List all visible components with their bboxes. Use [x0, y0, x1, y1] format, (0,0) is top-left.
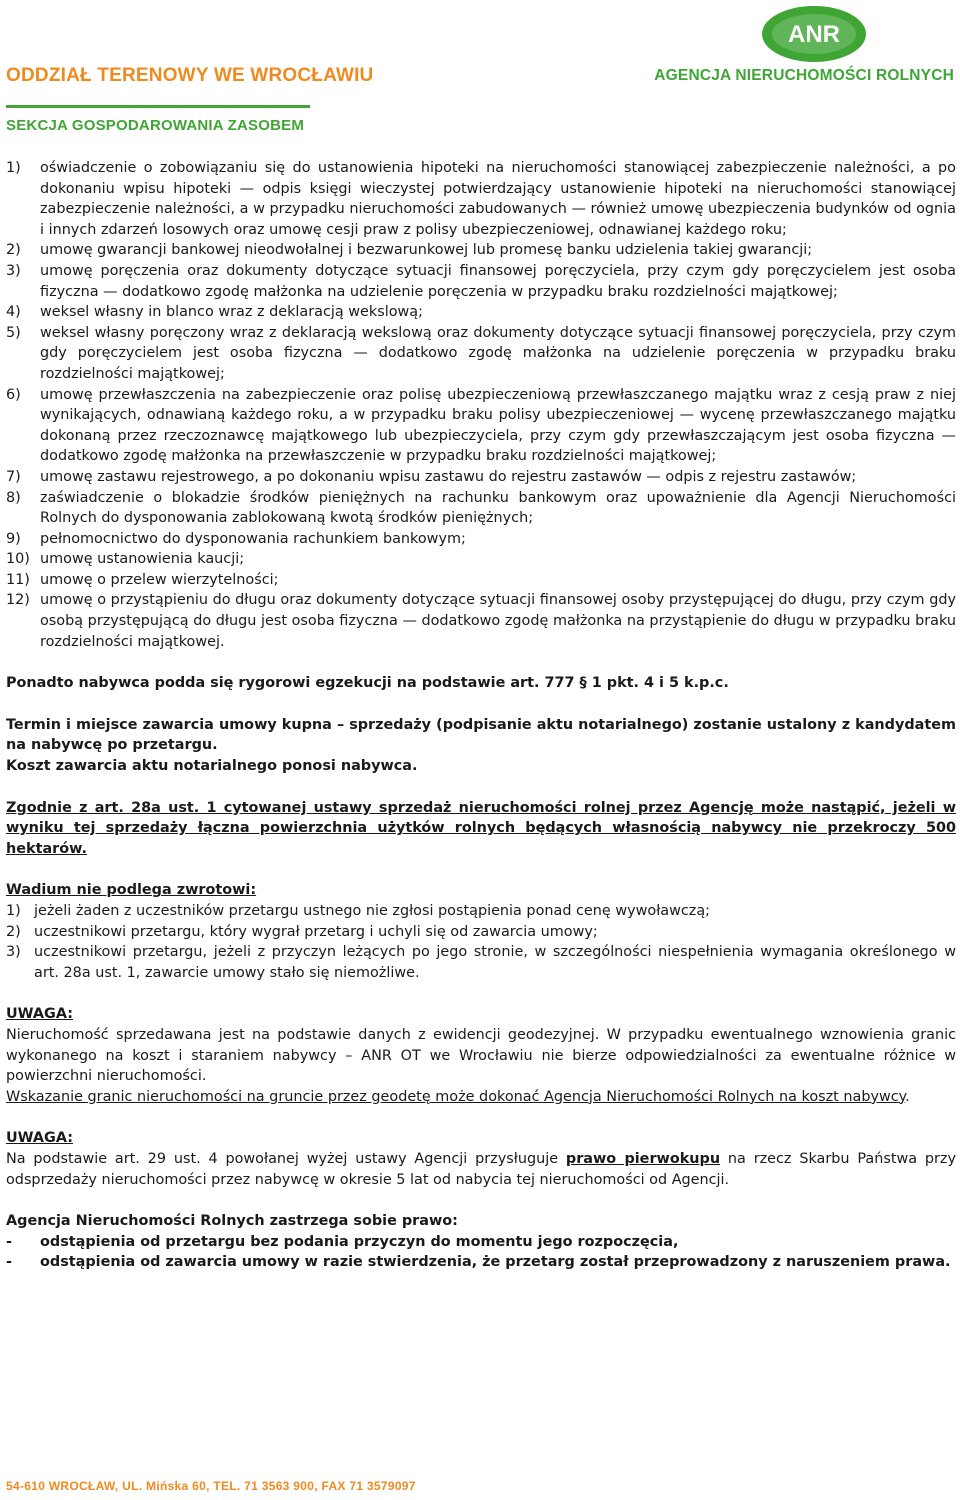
list-item-text: weksel własny poręczony wraz z deklaracją wekslową oraz dokumenty dotyczące sytuacji finansowej poręczyciela, przy czym gdy poręczycielem jest osoba fizyczna — dodatkowo zgodę małżonka na udzielenie poręczenia w przypadku braku rozdzielności majątkowej;: [40, 324, 956, 382]
uwaga1-geodesy: Wskazanie granic nieruchomości na gruncie przez geodetę może dokonać Agencja Nieruchomości Rolnych na koszt nabywcy.: [6, 1088, 910, 1105]
list-item-number: 3): [6, 944, 21, 961]
list-item-text: odstąpienia od zawarcia umowy w razie stwierdzenia, że przetarg został przeprowadzony z naruszeniem prawa.: [40, 1254, 951, 1271]
list-item-text: jeżeli żaden z uczestników przetargu ustnego nie zgłosi postąpienia ponad cenę wywoławczą;: [34, 903, 711, 919]
list-item-number: 5): [6, 324, 21, 341]
list-item: [6, 488, 956, 529]
list-item-number: 12): [6, 592, 30, 609]
art28-paragraph: Zgodnie z art. 28a ust. 1 cytowanej ustawy sprzedaż nieruchomości rolnej przez Agencję może nastąpić, jeżeli w wyniku tej sprzedaży łączna powierzchnia użytków rolnych będących własnością nabywcy nie przekroczy 500 hektarów.: [6, 799, 956, 857]
list-item: [6, 261, 956, 302]
list-item: [6, 570, 956, 591]
list-item-number: 2): [6, 242, 21, 259]
uwaga2-text: Na podstawie art. 29 ust. 4 powołanej wyżej ustawy Agencji przysługuje prawo pierwokupu na rzecz Skarbu Państwa przy odsprzedaży nieruchomości przez nabywcę w okresie 5 lat od nabycia tej nieruchomości od Agencji.: [6, 1150, 957, 1188]
list-item-number: -: [6, 1233, 12, 1250]
list-item-text: umowę przewłaszczenia na zabezpieczenie oraz polisę ubezpieczeniową przewłaszczanego majątku wraz z cesją praw z niej wynikających, odnawianą każdego roku, a w przypadku braku polisy ubezpieczeniowej — wycenę przewłaszczanego majątku dokonaną przez rzeczoznawcę majątkowego lub ubezpieczyciela, przy czym gdy przewłaszczającym jest osoba fizyczna — dodatkowo zgodę małżonka na przewłaszczenie w przypadku braku rozdzielności majątkowej;: [40, 386, 956, 465]
list-item-text: umowę poręczenia oraz dokumenty dotyczące sytuacji finansowej poręczyciela, przy czym gdy poręczycielem jest osoba fizyczna — dodatkowo zgodę małżonka na udzielenie poręczenia w przypadku braku rozdzielności majątkowej;: [40, 262, 956, 300]
list-item-number: 2): [6, 923, 21, 940]
list-item-text: zaświadczenie o blokadzie środków pieniężnych na rachunku bankowym oraz upoważnienie dla Agencji Nieruchomości Rolnych do dysponowania zablokowaną kwotą środków pieniężnych;: [40, 489, 956, 527]
list-item-number: -: [6, 1254, 12, 1271]
execution-clause: Ponadto nabywca podda się rygorowi egzekucji na podstawie art. 777 § 1 pkt. 4 i 5 k.p.c.: [6, 675, 729, 692]
list-item: [6, 240, 956, 261]
list-item-number: 7): [6, 468, 21, 485]
section-name: SEKCJA GOSPODAROWANIA ZASOBEM: [6, 116, 305, 134]
list-item-text: pełnomocnictwo do dysponowania rachunkiem bankowym;: [40, 530, 466, 547]
list-item-text: uczestnikowi przetargu, który wygrał przetarg i uchyli się od zawarcia umowy;: [34, 923, 598, 940]
list-item-text: umowę o przelew wierzytelności;: [40, 571, 279, 588]
list-item: [6, 922, 956, 943]
list-item: [6, 1252, 956, 1273]
uwaga1-heading: UWAGA:: [6, 1006, 74, 1023]
list-item-number: 4): [6, 304, 21, 321]
list-item: [6, 942, 956, 983]
uwaga1-text: Nieruchomość sprzedawana jest na podstawie danych z ewidencji geodezyjnej. W przypadku ewentualnego wznowienia granic wykonanego na koszt i staraniem nabywcy – ANR OT we Wrocławiu nie bierze odpowiedzialności za ewentualne różnice w powierzchni nieruchomości.: [6, 1026, 956, 1085]
header-divider: [6, 105, 310, 108]
list-item-text: umowę ustanowienia kaucji;: [40, 551, 245, 568]
document-body: [6, 158, 956, 1273]
list-item: [6, 323, 956, 385]
list-item-number: 11): [6, 571, 30, 588]
security-list: [6, 158, 956, 652]
list-item-number: 9): [6, 530, 21, 547]
list-item: [6, 385, 956, 467]
list-item: [6, 901, 956, 922]
uwaga2-heading: UWAGA:: [6, 1130, 74, 1147]
preemption-right: prawo pierwokupu: [565, 1150, 721, 1167]
list-item-text: oświadczenie o zobowiązaniu się do ustanowienia hipoteki na nieruchomości stanowiącej zabezpieczenie należności, a po dokonaniu wpisu hipoteki — odpis księgi wieczystej potwierdzający ustanowienie hipoteki na nieruchomości stanowiącej zabezpieczenie należności, a w przypadku nieruchomości zabudowanych — również umowę ubezpieczenia budynków od ognia i innych zdarzeń losowych oraz umowę cesji praw z polisy ubezpieczeniowej, odnawianej każdego roku;: [40, 160, 956, 238]
wadium-heading: Wadium nie podlega zwrotowi:: [6, 882, 257, 899]
reserve-heading: Agencja Nieruchomości Rolnych zastrzega sobie prawo:: [6, 1213, 458, 1230]
list-item-text: weksel własny in blanco wraz z deklaracją wekslową;: [40, 304, 423, 321]
anr-logo: [758, 4, 870, 64]
header-left: [6, 66, 373, 136]
list-item: [6, 549, 956, 570]
list-item-text: umowę gwarancji bankowej nieodwołalnej i bezwarunkowej lub promesę banku udzielenia takiej gwarancji;: [40, 242, 813, 259]
list-item: [6, 467, 956, 488]
list-item-text: umowę o przystąpieniu do długu oraz dokumenty dotyczące sytuacji finansowej osoby przystępującej do długu, przy czym gdy osobą przystępującą do długu jest osoba fizyczna — dodatkowo zgodę małżonka na przystąpienie do długu w przypadku braku rozdzielności majątkowej.: [40, 592, 956, 650]
list-item-text: umowę zastawu rejestrowego, a po dokonaniu wpisu zastawu do rejestru zastawów — odpis z rejestru zastawów;: [40, 468, 857, 485]
list-item-number: 1): [6, 160, 21, 176]
wadium-list: [6, 901, 956, 983]
cost-paragraph: Koszt zawarcia aktu notarialnego ponosi nabywca.: [6, 758, 418, 775]
term-paragraph: Termin i miejsce zawarcia umowy kupna – sprzedaży (podpisanie aktu notarialnego) zostanie ustalony z kandydatem na nabywcę po przetargu.: [6, 716, 956, 754]
list-item-number: 3): [6, 262, 21, 279]
list-item-number: 10): [6, 551, 30, 568]
logo-text: ANR: [788, 21, 840, 48]
list-item: [6, 590, 956, 652]
list-item: [6, 1232, 956, 1253]
reserve-list: [6, 1232, 956, 1273]
list-item-text: uczestnikowi przetargu, jeżeli z przyczyn leżących po jego stronie, w szczególności niespełnienia wymagania określonego w art. 28a ust. 1, zawarcie umowy stało się niemożliwe.: [34, 944, 956, 981]
list-item: [6, 158, 956, 240]
geodesy-underlined: Wskazanie granic nieruchomości na gruncie przez geodetę może dokonać Agencja Nieruchomości Rolnych na koszt nabywcy: [6, 1088, 906, 1105]
footer-address: 54-610 WROCŁAW, UL. Mińska 60, TEL. 71 3563 900, FAX 71 3579097: [6, 1479, 416, 1493]
list-item: [6, 302, 956, 323]
office-name: ODDZIAŁ TERENOWY WE WROCŁAWIU: [6, 65, 374, 86]
agency-name: AGENCJA NIERUCHOMOŚCI ROLNYCH: [654, 67, 954, 84]
list-item-text: odstąpienia od przetargu bez podania przyczyn do momentu jego rozpoczęcia,: [40, 1233, 679, 1250]
list-item-number: 6): [6, 386, 21, 403]
list-item-number: 1): [6, 903, 21, 919]
list-item-number: 8): [6, 489, 21, 506]
list-item: [6, 529, 956, 550]
